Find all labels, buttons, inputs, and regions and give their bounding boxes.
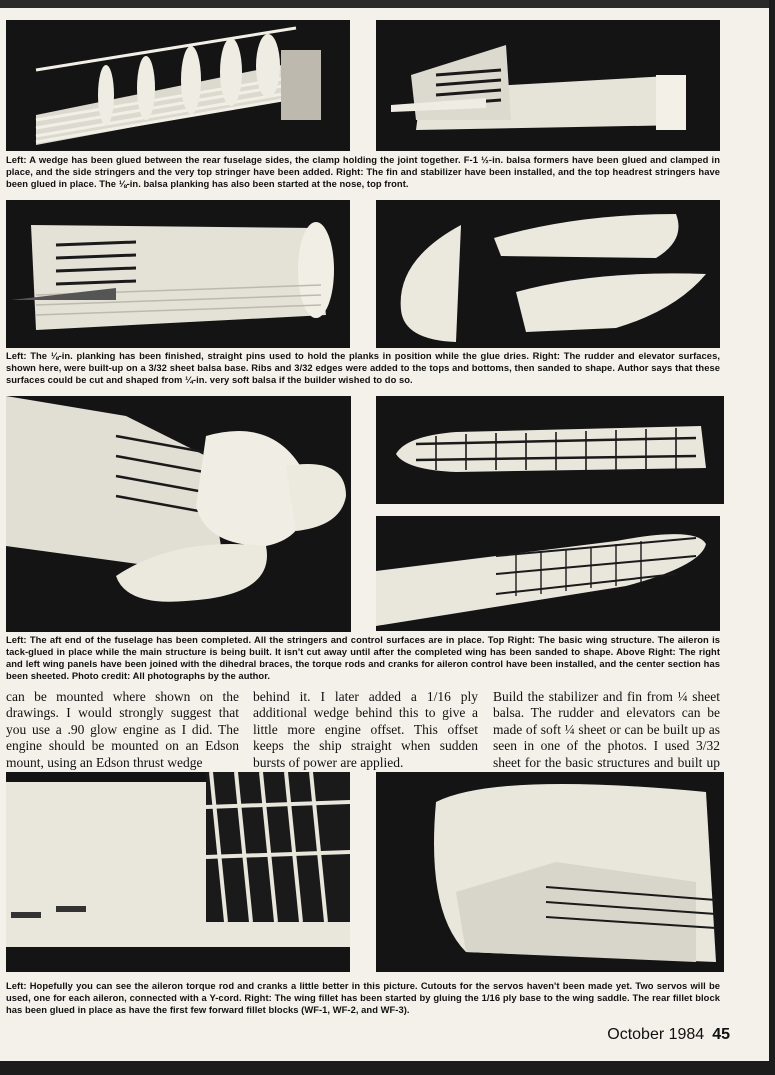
photo-fin-stabilizer	[376, 20, 720, 151]
right-scan-edge	[769, 0, 775, 1075]
bottom-scan-edge	[0, 1061, 775, 1075]
photo-wing-joined	[376, 516, 720, 631]
page-footer	[607, 1026, 730, 1044]
body-column-2: behind it. I later added a 1/16 ply additional wedge behind this to give a little more engine offset. This offset keeps the ship straight when sudden bursts of power are applied.	[253, 689, 478, 770]
photo-wing-fillet	[376, 772, 724, 972]
photo-fuselage-formers	[6, 20, 350, 151]
body-column-1: can be mounted where shown on the drawings. I would strongly suggest that you use a .90 glow engine as I did. The engine should be mounted on an Edson mount, using an Edson thrust wedge	[6, 689, 239, 770]
photo-planking-finished	[6, 200, 350, 348]
photo-aileron-torque-rod	[6, 772, 350, 972]
top-scan-edge	[0, 0, 775, 8]
body-column-3: Build the stabilizer and fin from ¼ sheet balsa. The rudder and elevators can be made of soft ¼ sheet or can be built up as seen in one of the photos. I used 3/32 sheet for the basic structures and built up	[493, 689, 720, 770]
page-number: 45	[712, 1026, 730, 1043]
caption-row1: Left: A wedge has been glued between the rear fuselage sides, the clamp holding the joint together. F-1 ½-in. balsa formers have been glued and clamped in place, and the side stringers and the very top stringer have been added. Right: The fin and stabilizer have been installed, and the top headrest stringers have been glued in place. The ⅛-in. balsa planking has also been started at the nose, top front.	[6, 154, 720, 190]
photo-aft-fuselage	[6, 396, 351, 632]
issue-date: October 1984	[607, 1026, 705, 1043]
photo-wing-structure	[376, 396, 724, 504]
caption-row4: Left: Hopefully you can see the aileron torque rod and cranks a little better in this picture. Cutouts for the servos haven't been made yet. Two servos will be used, one for each aileron, connected with a Y-cord. Right: The wing fillet has been started by gluing the 1/16 ply base to the wing saddle. The rear fillet block has been glued in place as have the first few forward fillet blocks (WF-1, WF-2, and WF-3).	[6, 980, 720, 1016]
caption-row2: Left: The ⅛-in. planking has been finished, straight pins used to hold the planks in position while the glue dries. Right: The rudder and elevator surfaces, shown here, were built-up on a 3/32 sheet balsa base. Ribs and 3/32 edges were added to the tops and bottoms, then sanded to shape. Author says that these surfaces could be cut and shaped from ¼-in. very soft balsa if the builder wished to do so.	[6, 350, 720, 386]
caption-row3: Left: The aft end of the fuselage has been completed. All the stringers and control surfaces are in place. Top Right: The basic wing structure. The aileron is tack-glued in place while the main structure is being built. It isn't cut away until after the completed wing has been sanded to shape. Above Right: The right and left wing panels have been joined with the dihedral braces, the torque rods and cranks for aileron control have been installed, and the center section has been sheeted. Photo credit: All photographs by the author.	[6, 634, 720, 682]
photo-tail-surfaces	[376, 200, 720, 348]
